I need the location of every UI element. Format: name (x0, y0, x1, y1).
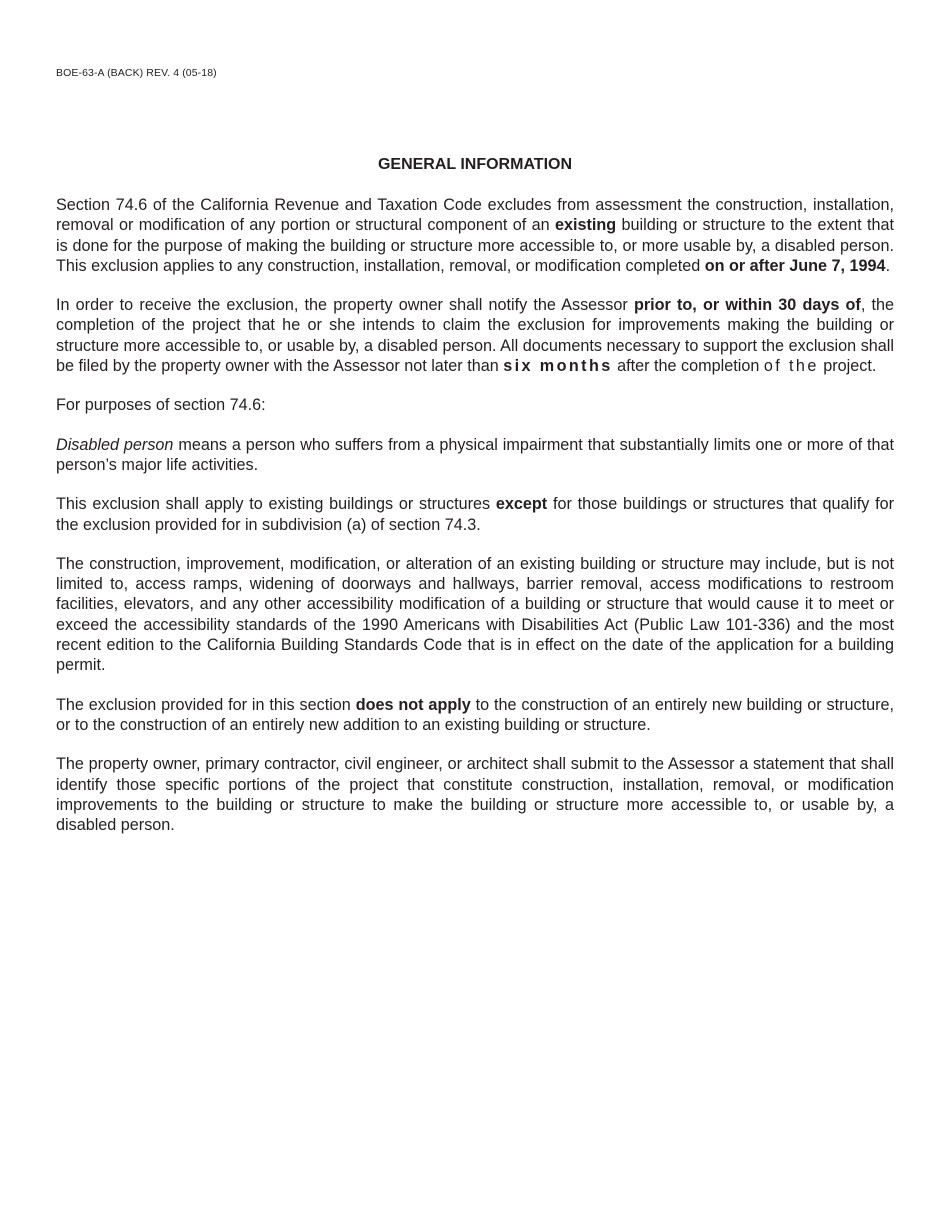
paragraph-statement: The property owner, primary contractor, civil engineer, or architect shall submit to the Assessor a statement that shall identify those specific portions of the project that constitute construction, installation, removal, or modification improvements to the building or structure to make the building or structure more accessible to, or usable by, a disabled person. (56, 755, 894, 835)
paragraph-does-not-apply: The exclusion provided for in this section does not apply to the construction of an entirely new building or structure, or to the construction of an entirely new addition to an existing building or structure. (56, 695, 894, 734)
page-title: GENERAL INFORMATION (377, 156, 573, 173)
paragraph-disabled-person-definition: Disabled person means a person who suffers from a physical impairment that substantially limits one or more of that person’s major life activities. (56, 435, 894, 474)
emphasis-existing: existing (555, 216, 617, 235)
paragraph-purposes: For purposes of section 74.6: (56, 396, 266, 415)
emphasis-except: except (495, 495, 548, 514)
document-body (56, 195, 894, 854)
emphasis-six-months: six months (503, 357, 613, 376)
paragraph-section-746: Section 74.6 of the California Revenue and Taxation Code excludes from assessment the construction, installation, removal or modification of any portion or structural component of an existing building or structure to the extent that is done for the purpose of making the building or structure more accessible to, or more usable by, a disabled person. This exclusion applies to any construction, installation, removal, or modification completed on or after June 7, 1994. (56, 196, 895, 275)
paragraph-except: This exclusion shall apply to existing buildings or structures except for those buildings or structures that qualify for the exclusion provided for in subdivision (a) of section 74.3. (56, 495, 894, 534)
form-id: BOE-63-A (BACK) REV. 4 (05-18) (56, 67, 217, 79)
emphasis-date: on or after June 7, 1994 (704, 256, 886, 275)
paragraph-notify-assessor: In order to receive the exclusion, the property owner shall notify the Assessor prior to, or within 30 days of, the completion of the project that he or she intends to claim the exclusion for improvements making the building or structure more accessible to, or usable by, a disabled person. All documents necessary to support the exclusion shall be filed by the property owner with the Assessor not later than six months after the completion of the project. (56, 296, 894, 376)
emphasis-deadline: prior to, or within 30 days of (633, 296, 861, 315)
emphasis-does-not-apply: does not apply (355, 695, 471, 714)
term-disabled-person: Disabled person (56, 435, 174, 454)
paragraph-construction-examples: The construction, improvement, modification, or alteration of an existing building or structure may include, but is not limited to, access ramps, widening of doorways and hallways, barrier removal, access modifications to restroom facilities, elevators, and any other accessibility modification of a building or structure that would cause it to meet or exceed the accessibility standards of the 1990 Americans with Disabilities Act (Public Law 101-336) and the most recent edition to the California Building Standards Code that is in effect on the date of the application for a building permit. (56, 554, 894, 675)
